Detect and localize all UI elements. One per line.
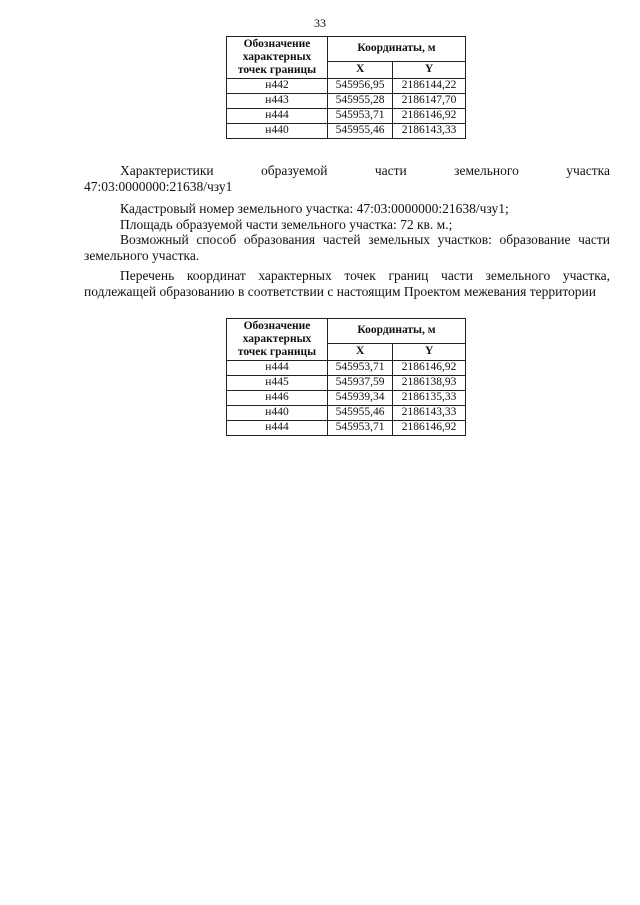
point-name: н443: [227, 94, 328, 109]
header-y: Y: [393, 62, 466, 79]
header-designation: Обозначение характерных точек границы: [227, 319, 328, 361]
header-coordinates: Координаты, м: [328, 319, 466, 344]
header-y: Y: [393, 344, 466, 361]
coord-x: 545953,71: [328, 361, 393, 376]
point-name: н444: [227, 109, 328, 124]
table-row: [227, 79, 466, 94]
point-name: н440: [227, 406, 328, 421]
coord-x: 545956,95: [328, 79, 393, 94]
coord-y: 2186143,33: [393, 124, 466, 139]
coord-x: 545955,46: [328, 406, 393, 421]
coord-y: 2186146,92: [393, 421, 466, 436]
coord-x: 545953,71: [328, 109, 393, 124]
coordinates-table-2: [226, 318, 466, 436]
table-row: [227, 376, 466, 391]
list-intro-text: Перечень координат характерных точек границ части земельного участка, подлежащей образованию в соответствии с настоящим Проектом межевания территории: [84, 268, 610, 299]
list-intro-block: [84, 268, 610, 299]
table-row: [227, 391, 466, 406]
cadastral-number-text: Кадастровый номер земельного участка: 47:03:0000000:21638/чзу1;: [120, 201, 509, 216]
coord-y: 2186146,92: [393, 361, 466, 376]
page-number: 33: [314, 16, 326, 30]
table-row: [227, 109, 466, 124]
point-name: н440: [227, 124, 328, 139]
characteristics-paragraph: [84, 163, 610, 194]
coord-x: 545955,46: [328, 124, 393, 139]
coord-y: 2186144,22: [393, 79, 466, 94]
coord-x: 545955,28: [328, 94, 393, 109]
coord-y: 2186146,92: [393, 109, 466, 124]
point-name: н446: [227, 391, 328, 406]
coordinates-table-1: [226, 36, 466, 139]
coord-y: 2186143,33: [393, 406, 466, 421]
point-name: н444: [227, 421, 328, 436]
table-row: [227, 94, 466, 109]
coord-x: 545939,34: [328, 391, 393, 406]
point-name: н444: [227, 361, 328, 376]
point-name: н442: [227, 79, 328, 94]
coord-x: 545937,59: [328, 376, 393, 391]
details-block: [84, 201, 610, 263]
table-row: [227, 421, 466, 436]
formation-method-text: Возможный способ образования частей земельных участков: образование части земельного участка.: [84, 232, 610, 263]
header-x: X: [328, 344, 393, 361]
table-row: [227, 124, 466, 139]
coord-y: 2186147,70: [393, 94, 466, 109]
coord-y: 2186135,33: [393, 391, 466, 406]
coord-x: 545953,71: [328, 421, 393, 436]
characteristics-line1: Характеристики образуемой части земельного участка: [120, 163, 610, 178]
point-name: н445: [227, 376, 328, 391]
header-coordinates: Координаты, м: [328, 37, 466, 62]
area-text: Площадь образуемой части земельного участка: 72 кв. м.;: [120, 216, 453, 232]
coord-y: 2186138,93: [393, 376, 466, 391]
table-row: [227, 361, 466, 376]
header-designation: Обозначение характерных точек границы: [227, 37, 328, 79]
header-x: X: [328, 62, 393, 79]
characteristics-line2: 47:03:0000000:21638/чзу1: [84, 178, 233, 194]
table-row: [227, 406, 466, 421]
